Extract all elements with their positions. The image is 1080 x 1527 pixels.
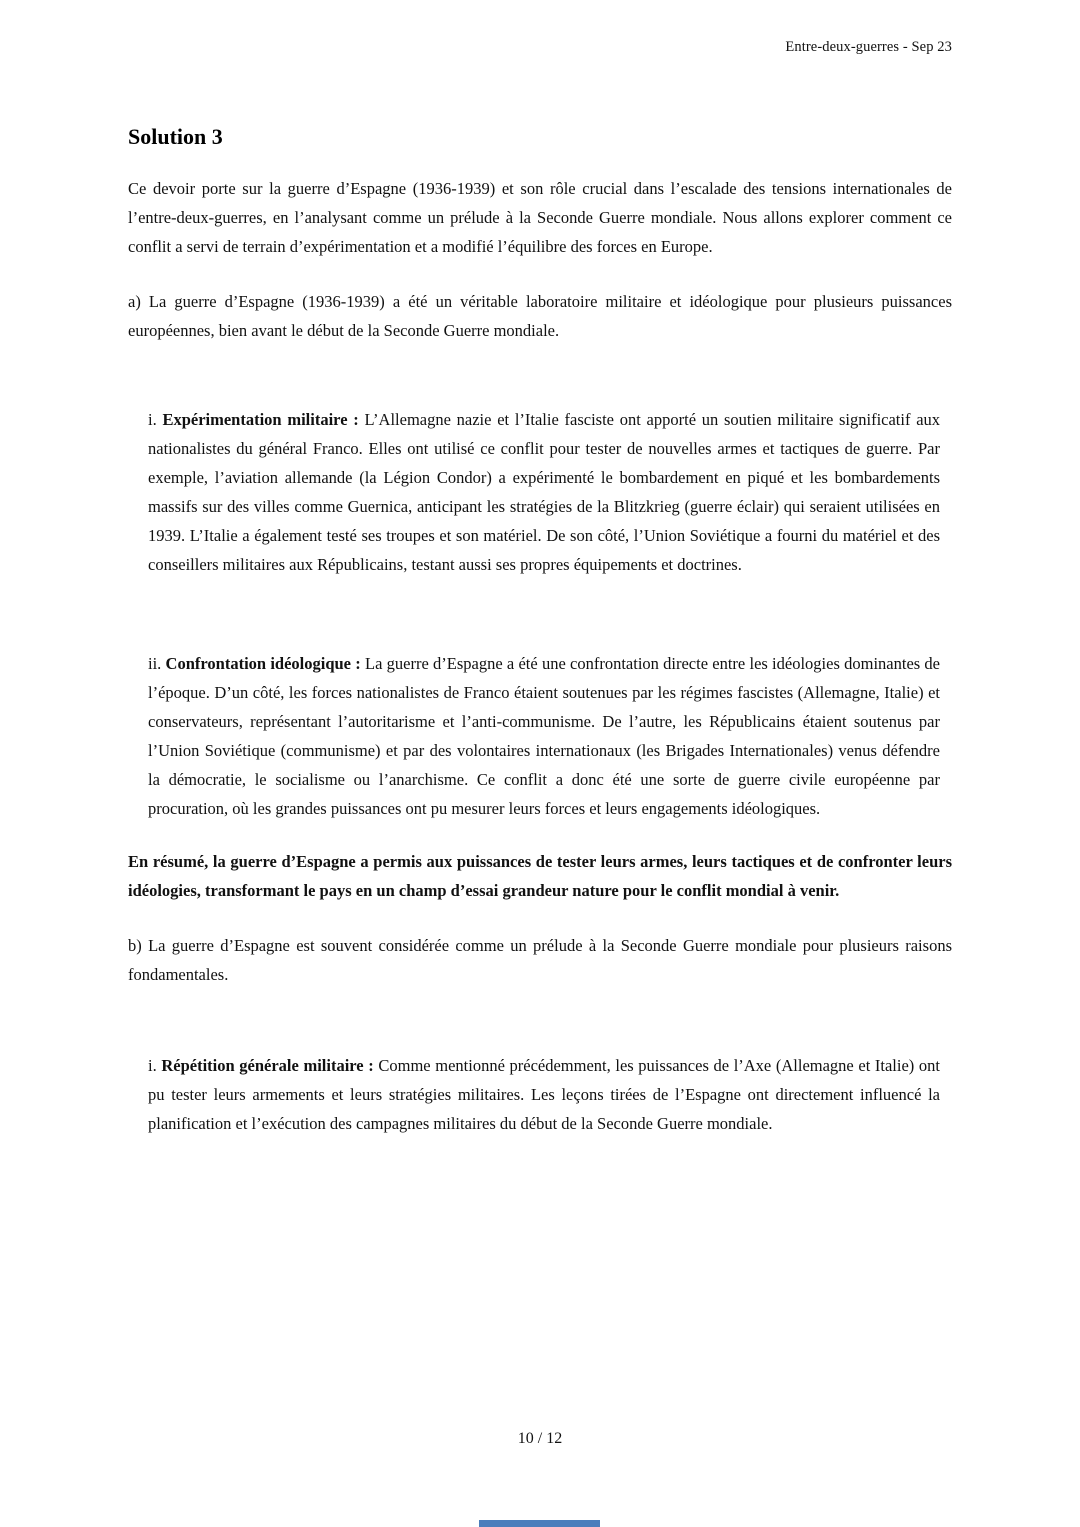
- page-title: Solution 3: [128, 124, 223, 149]
- item-marker: ii.: [148, 654, 162, 673]
- section-b-lead: b) La guerre d’Espagne est souvent considérée comme un prélude à la Seconde Guerre mondiale pour plusieurs raisons fondamentales.: [128, 936, 952, 984]
- item-label: Expérimentation militaire :: [162, 410, 359, 429]
- item-text: Comme mentionné précédemment, les puissances de l’Axe (Allemagne et Italie) ont pu tester leurs armements et leurs stratégies militaires. Les leçons tirées de l’Espagne ont directement influencé la planification et l’exécution des campagnes militaires du début de la Seconde Guerre mondiale.: [148, 1056, 940, 1133]
- list-item-a-i: [148, 405, 940, 579]
- item-label: Répétition générale militaire :: [161, 1056, 374, 1075]
- section-a-summary: En résumé, la guerre d’Espagne a permis aux puissances de tester leurs armes, leurs tactiques et de confronter leurs idéologies, transformant le pays en un champ d’essai grandeur nature pour le conflit mondial à venir.: [128, 852, 952, 900]
- item-text: L’Allemagne nazie et l’Italie fasciste ont apporté un soutien militaire significatif aux nationalistes du général Franco. Elles ont utilisé ce conflit pour tester de nouvelles armes et tactiques de guerre. Par exemple, l’aviation allemande (la Légion Condor) a expérimenté le bombardement en piqué et les bombardements massifs sur des villes comme Guernica, anticipant les stratégies de la Blitzkrieg (guerre éclair) qui seraient utilisées en 1939. L’Italie a également testé ses troupes et son matériel. De son côté, l’Union Soviétique a fourni du matériel et des conseillers militaires aux Républicains, testant aussi ses propres équipements et doctrines.: [148, 410, 941, 574]
- intro-paragraph: Ce devoir porte sur la guerre d’Espagne (1936-1939) et son rôle crucial dans l’escalade des tensions internationales de l’entre-deux-guerres, en l’analysant comme un prélude à la Seconde Guerre mondiale. Nous allons explorer comment ce conflit a servi de terrain d’expérimentation et a modifié l’équilibre des forces en Europe.: [128, 179, 952, 256]
- list-item-b-i: [148, 1051, 940, 1138]
- item-label: Confrontation idéologique :: [165, 654, 361, 673]
- list-item-a-ii: [148, 649, 940, 823]
- section-a-lead: a) La guerre d’Espagne (1936-1939) a été un véritable laboratoire militaire et idéologique pour plusieurs puissances européennes, bien avant le début de la Seconde Guerre mondiale.: [128, 292, 952, 340]
- item-marker: i.: [148, 410, 157, 429]
- next-page-band: [479, 1520, 600, 1527]
- running-header: Entre-deux-guerres - Sep 23: [785, 39, 952, 55]
- item-marker: i.: [148, 1056, 157, 1075]
- item-text: La guerre d’Espagne a été une confrontation directe entre les idéologies dominantes de l’époque. D’un côté, les forces nationalistes de Franco étaient soutenues par les régimes fascistes (Allemagne, Italie) et conservateurs, représentant l’autoritarisme et l’anti-communisme. De l’autre, les Républicains étaient soutenus par l’Union Soviétique (communisme) et par des volontaires internationaux (les Brigades Internationales) venus défendre la démocratie, le socialisme ou l’anarchisme. Ce conflit a donc été une sorte de guerre civile européenne par procuration, où les grandes puissances ont pu mesurer leurs forces et leurs engagements idéologiques.: [148, 654, 941, 818]
- page-number: 10 / 12: [517, 1430, 563, 1447]
